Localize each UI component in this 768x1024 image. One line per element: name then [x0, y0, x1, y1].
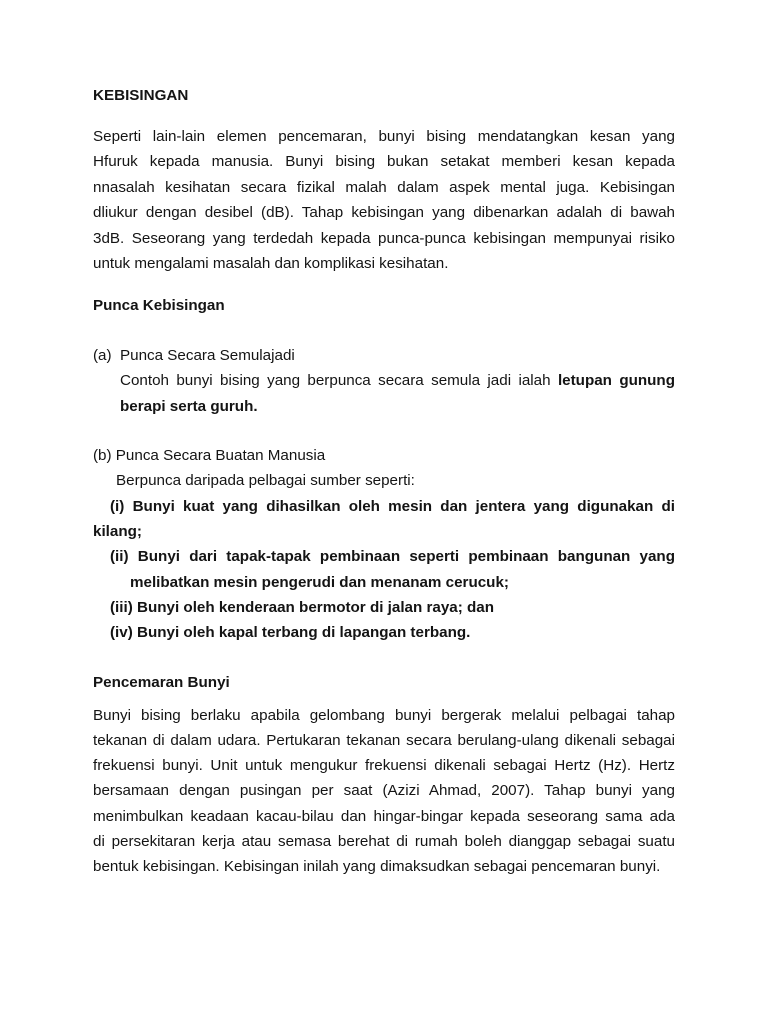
intro-line: Seperti lain-lain elemen pencemaran, bunyi bising mendatangkan kesan yang — [93, 128, 675, 145]
text-segment: Contoh bunyi bising yang berpunca secara semula jadi ialah — [120, 372, 551, 389]
paragraph-line: tekanan di dalam udara. Pertukaran tekanan secara berulang-ulang dikenali sebagai — [93, 732, 675, 749]
subsection-a-heading — [93, 347, 675, 365]
subsection-b-heading — [93, 447, 675, 465]
paragraph-line: bersamaan dengan pusingan per saat (Azizi Ahmad, 2007). Tahap bunyi yang — [93, 782, 675, 799]
intro-line: 3dB. Seseorang yang terdedah kepada punca-punca kebisingan mempunyai risiko — [93, 230, 675, 247]
paragraph-line: frekuensi bunyi. Unit untuk mengukur frekuensi dikenali sebagai Hertz (Hz). Hertz — [93, 757, 675, 774]
section-heading: Punca Kebisingan — [93, 297, 225, 314]
list-item-continuation: melibatkan mesin pengerudi dan menanam cerucuk; — [130, 574, 509, 591]
list-item-text: Bunyi oleh kenderaan bermotor di jalan raya; dan — [137, 599, 495, 616]
list-item-text: Bunyi dari tapak-tapak pembinaan seperti pembinaan bangunan yang — [137, 548, 675, 565]
bold-text-segment: letupan gunung — [557, 372, 675, 389]
list-item-continuation: kilang; — [93, 523, 142, 540]
list-item-label: (ii) — [110, 548, 129, 565]
paragraph-line: Bunyi bising berlaku apabila gelombang bunyi bergerak melalui pelbagai tahap — [93, 707, 675, 724]
list-item-label: (iv) — [110, 624, 133, 641]
list-item-text: Bunyi kuat yang dihasilkan oleh mesin dan jentera yang digunakan di — [132, 498, 675, 515]
intro-line: Hfuruk kepada manusia. Bunyi bising bukan setakat memberi kesan kepada — [93, 153, 675, 170]
subsection-label: (a) — [93, 347, 112, 364]
subsection-a-text-line — [120, 372, 675, 390]
subsection-label: (b) — [93, 447, 112, 464]
subsection-a-text-line: berapi serta guruh. — [120, 398, 258, 415]
list-item-label: (iii) — [110, 599, 133, 616]
list-item — [110, 548, 675, 566]
list-item — [110, 498, 675, 516]
intro-line: untuk mengalami masalah dan komplikasi kesihatan. — [93, 255, 449, 272]
subsection-b-intro: Berpunca daripada pelbagai sumber seperti: — [116, 472, 415, 489]
section-heading: Pencemaran Bunyi — [93, 674, 230, 691]
paragraph-line: bentuk kebisingan. Kebisingan inilah yang dimaksudkan sebagai pencemaran bunyi. — [93, 858, 661, 875]
list-item-text: Bunyi oleh kapal terbang di lapangan terbang. — [137, 624, 471, 641]
intro-line: nnasalah kesihatan secara fizikal malah dalam aspek mental juga. Kebisingan — [93, 179, 675, 196]
list-item — [110, 599, 675, 617]
subsection-title: Punca Secara Semulajadi — [120, 347, 295, 364]
subsection-title: Punca Secara Buatan Manusia — [115, 447, 326, 464]
document-title: KEBISINGAN — [93, 87, 189, 104]
intro-line: dliukur dengan desibel (dB). Tahap kebisingan yang dibenarkan adalah di bawah — [93, 204, 675, 221]
list-item-label: (i) — [110, 498, 125, 515]
list-item — [110, 624, 675, 642]
paragraph-line: di persekitaran kerja atau semasa berehat di rumah boleh dianggap sebagai suatu — [93, 833, 675, 850]
paragraph-line: menimbulkan keadaan kacau-bilau dan hingar-bingar kepada seseorang sama ada — [93, 808, 675, 825]
